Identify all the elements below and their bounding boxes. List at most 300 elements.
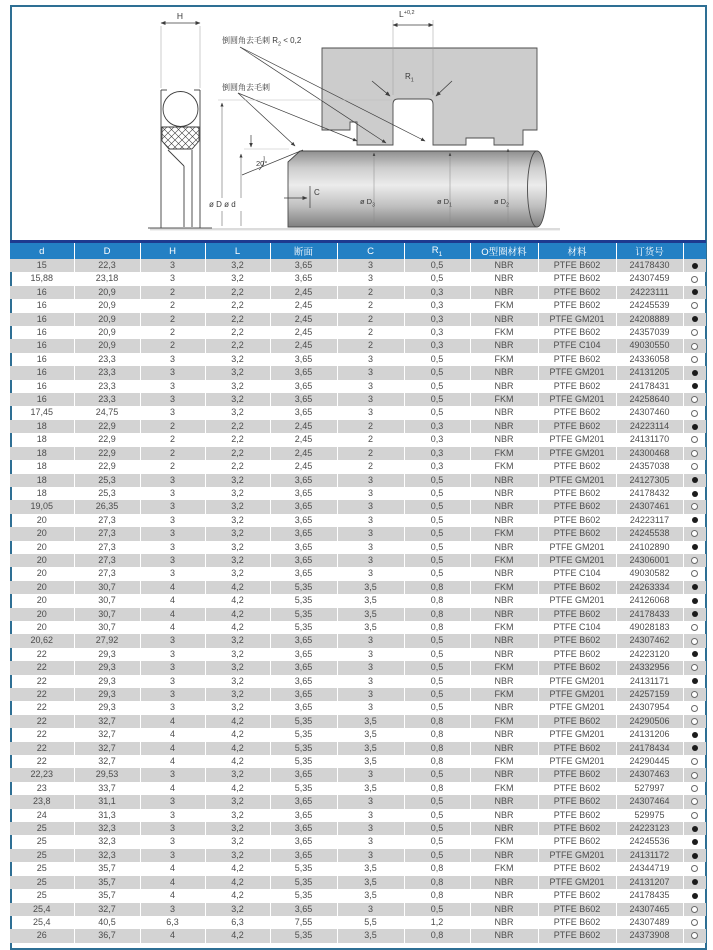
note-deburr-text: 倒圆角去毛刺 bbox=[222, 83, 270, 92]
table-cell: 3 bbox=[140, 835, 205, 848]
table-cell: 0,5 bbox=[404, 406, 470, 419]
table-cell: 3 bbox=[337, 688, 404, 701]
table-cell: 3 bbox=[337, 849, 404, 862]
table-cell: 24258640 bbox=[616, 393, 683, 406]
table-cell: 20 bbox=[10, 594, 74, 607]
table-cell: 3,2 bbox=[205, 675, 270, 688]
availability-dot-open bbox=[691, 503, 698, 510]
table-cell: PTFE B602 bbox=[538, 795, 616, 808]
table-cell: 2 bbox=[337, 447, 404, 460]
table-cell: 24131207 bbox=[616, 876, 683, 889]
table-cell: PTFE GM201 bbox=[538, 594, 616, 607]
table-cell: 24300468 bbox=[616, 447, 683, 460]
table-cell: 22,3 bbox=[74, 259, 140, 272]
table-cell: 2,2 bbox=[205, 286, 270, 299]
size-row bbox=[10, 500, 706, 513]
table-cell: 2,45 bbox=[270, 286, 337, 299]
table-cell: 22 bbox=[10, 742, 74, 755]
availability-cell bbox=[683, 648, 706, 661]
table-cell: 3,65 bbox=[270, 701, 337, 714]
table-cell: 32,3 bbox=[74, 849, 140, 862]
size-row bbox=[10, 406, 706, 419]
table-cell: PTFE B602 bbox=[538, 916, 616, 929]
table-cell: 22 bbox=[10, 701, 74, 714]
size-row bbox=[10, 822, 706, 835]
size-row bbox=[10, 581, 706, 594]
table-cell: 3 bbox=[140, 500, 205, 513]
table-cell: 2,45 bbox=[270, 313, 337, 326]
availability-dot-open bbox=[691, 329, 698, 336]
table-cell: 3 bbox=[140, 272, 205, 285]
table-cell: 3,2 bbox=[205, 353, 270, 366]
table-cell: 3 bbox=[337, 634, 404, 647]
availability-dot-filled bbox=[692, 598, 698, 604]
table-cell: 20 bbox=[10, 527, 74, 540]
angle-label: 20° bbox=[256, 159, 268, 168]
table-cell: 0,3 bbox=[404, 286, 470, 299]
table-cell: 2 bbox=[337, 326, 404, 339]
availability-cell bbox=[683, 688, 706, 701]
table-cell: 4,2 bbox=[205, 782, 270, 795]
table-cell: NBR bbox=[470, 259, 538, 272]
table-cell: 3,65 bbox=[270, 406, 337, 419]
table-cell: 0,5 bbox=[404, 795, 470, 808]
note-r2-text: 倒圆角去毛刺 $R_2 < 0,2$ bbox=[222, 36, 302, 48]
availability-dot-filled bbox=[692, 826, 698, 832]
table-cell: NBR bbox=[470, 313, 538, 326]
table-cell: 2 bbox=[140, 447, 205, 460]
availability-dot-open bbox=[691, 865, 698, 872]
table-cell: 24131206 bbox=[616, 728, 683, 741]
size-row bbox=[10, 835, 706, 848]
table-cell: 20,9 bbox=[74, 326, 140, 339]
table-cell: 2,2 bbox=[205, 339, 270, 352]
table-cell: 3,5 bbox=[337, 608, 404, 621]
table-cell: 0,5 bbox=[404, 380, 470, 393]
table-cell: 3,65 bbox=[270, 688, 337, 701]
table-cell: PTFE GM201 bbox=[538, 849, 616, 862]
table-cell: 22,23 bbox=[10, 768, 74, 781]
table-cell: 2,45 bbox=[270, 299, 337, 312]
table-cell: 3,5 bbox=[337, 621, 404, 634]
table-cell: 4 bbox=[140, 742, 205, 755]
table-cell: 24102890 bbox=[616, 541, 683, 554]
table-cell: 5,35 bbox=[270, 862, 337, 875]
availability-dot-open bbox=[691, 718, 698, 725]
availability-cell bbox=[683, 822, 706, 835]
size-row bbox=[10, 299, 706, 312]
ptfe-seal-section bbox=[162, 127, 199, 149]
table-cell: PTFE GM201 bbox=[538, 313, 616, 326]
table-cell: 3,2 bbox=[205, 648, 270, 661]
table-cell: PTFE GM201 bbox=[538, 876, 616, 889]
table-cell: 20 bbox=[10, 567, 74, 580]
table-cell: FKM bbox=[470, 447, 538, 460]
table-cell: 3 bbox=[337, 500, 404, 513]
table-cell: 3,65 bbox=[270, 903, 337, 916]
availability-cell bbox=[683, 835, 706, 848]
availability-cell bbox=[683, 594, 706, 607]
table-cell: 3,65 bbox=[270, 849, 337, 862]
availability-dot-open bbox=[691, 772, 698, 779]
size-row bbox=[10, 809, 706, 822]
table-cell: 24178433 bbox=[616, 608, 683, 621]
table-cell: 0,5 bbox=[404, 272, 470, 285]
table-cell: 4 bbox=[140, 728, 205, 741]
size-row bbox=[10, 648, 706, 661]
table-cell: 2 bbox=[337, 286, 404, 299]
table-cell: FKM bbox=[470, 393, 538, 406]
table-cell: 3 bbox=[140, 701, 205, 714]
table-cell: FKM bbox=[470, 326, 538, 339]
table-cell: 24263334 bbox=[616, 581, 683, 594]
table-cell: 35,7 bbox=[74, 876, 140, 889]
size-row bbox=[10, 420, 706, 433]
size-row bbox=[10, 326, 706, 339]
table-cell: 3,5 bbox=[337, 594, 404, 607]
table-cell: 3,2 bbox=[205, 634, 270, 647]
availability-dot-open bbox=[691, 557, 698, 564]
size-row bbox=[10, 929, 706, 942]
table-cell: 27,3 bbox=[74, 527, 140, 540]
table-cell: 4,2 bbox=[205, 715, 270, 728]
availability-dot-filled bbox=[692, 491, 698, 497]
column-header-order-no: 订货号 bbox=[616, 242, 683, 260]
table-cell: NBR bbox=[470, 916, 538, 929]
table-cell: 2,45 bbox=[270, 460, 337, 473]
table-cell: PTFE B602 bbox=[538, 380, 616, 393]
table-cell: 33,7 bbox=[74, 782, 140, 795]
table-cell: 3,5 bbox=[337, 715, 404, 728]
table-cell: 2 bbox=[337, 299, 404, 312]
table-cell: 22 bbox=[10, 688, 74, 701]
table-cell: 3,65 bbox=[270, 634, 337, 647]
table-cell: 20 bbox=[10, 621, 74, 634]
table-cell: PTFE GM201 bbox=[538, 433, 616, 446]
table-cell: 3 bbox=[337, 527, 404, 540]
availability-cell bbox=[683, 541, 706, 554]
availability-cell bbox=[683, 433, 706, 446]
table-cell: 3 bbox=[337, 822, 404, 835]
table-cell: 4 bbox=[140, 581, 205, 594]
availability-cell bbox=[683, 755, 706, 768]
table-cell: 24223117 bbox=[616, 514, 683, 527]
availability-cell bbox=[683, 272, 706, 285]
table-cell: 3,2 bbox=[205, 259, 270, 272]
table-cell: PTFE B602 bbox=[538, 527, 616, 540]
availability-dot-filled bbox=[692, 289, 698, 295]
size-row bbox=[10, 460, 706, 473]
table-cell: 23 bbox=[10, 782, 74, 795]
table-cell: NBR bbox=[470, 809, 538, 822]
table-cell: 32,7 bbox=[74, 742, 140, 755]
table-cell: 24307460 bbox=[616, 406, 683, 419]
table-cell: 4,2 bbox=[205, 929, 270, 942]
table-cell: 3,2 bbox=[205, 661, 270, 674]
table-cell: 3 bbox=[337, 835, 404, 848]
table-cell: 24307465 bbox=[616, 903, 683, 916]
dimension-H bbox=[161, 11, 200, 88]
table-cell: 3 bbox=[337, 903, 404, 916]
availability-cell bbox=[683, 393, 706, 406]
table-cell: 3 bbox=[337, 554, 404, 567]
table-cell: 3,2 bbox=[205, 366, 270, 379]
table-cell: 19,05 bbox=[10, 500, 74, 513]
size-row bbox=[10, 916, 706, 929]
table-cell: 3 bbox=[337, 366, 404, 379]
table-cell: 22 bbox=[10, 675, 74, 688]
table-cell: PTFE B602 bbox=[538, 420, 616, 433]
table-cell: 29,3 bbox=[74, 648, 140, 661]
table-cell: 0,5 bbox=[404, 567, 470, 580]
table-cell: 3,2 bbox=[205, 500, 270, 513]
table-cell: 3 bbox=[337, 648, 404, 661]
table-cell: 4,2 bbox=[205, 594, 270, 607]
size-row bbox=[10, 554, 706, 567]
table-cell: 3 bbox=[140, 366, 205, 379]
table-cell: 4,2 bbox=[205, 876, 270, 889]
table-cell: 26 bbox=[10, 929, 74, 942]
column-header-section: 断面 bbox=[270, 242, 337, 260]
table-cell: 4,2 bbox=[205, 728, 270, 741]
table-cell: PTFE B602 bbox=[538, 862, 616, 875]
table-cell: NBR bbox=[470, 876, 538, 889]
size-row bbox=[10, 380, 706, 393]
table-cell: FKM bbox=[470, 715, 538, 728]
table-cell: 17,45 bbox=[10, 406, 74, 419]
table-cell: NBR bbox=[470, 742, 538, 755]
table-cell: 24307464 bbox=[616, 795, 683, 808]
column-header-R1: $R_1$ bbox=[404, 242, 470, 260]
table-cell: 3,2 bbox=[205, 795, 270, 808]
table-cell: 3,65 bbox=[270, 393, 337, 406]
table-cell: 25 bbox=[10, 862, 74, 875]
availability-cell bbox=[683, 366, 706, 379]
table-cell: 22 bbox=[10, 661, 74, 674]
size-row bbox=[10, 272, 706, 285]
table-cell: 0,5 bbox=[404, 514, 470, 527]
seal-installation-diagram bbox=[0, 0, 713, 240]
size-row bbox=[10, 514, 706, 527]
table-cell: FKM bbox=[470, 621, 538, 634]
availability-cell bbox=[683, 929, 706, 942]
table-cell: 3,2 bbox=[205, 272, 270, 285]
table-cell: 22,9 bbox=[74, 460, 140, 473]
table-cell: 3 bbox=[140, 380, 205, 393]
table-cell: 18 bbox=[10, 420, 74, 433]
availability-dot-filled bbox=[692, 477, 698, 483]
availability-cell bbox=[683, 621, 706, 634]
table-cell: 2,45 bbox=[270, 433, 337, 446]
table-cell: PTFE B602 bbox=[538, 286, 616, 299]
table-cell: 24332956 bbox=[616, 661, 683, 674]
availability-dot-filled bbox=[692, 839, 698, 845]
table-cell: 2 bbox=[337, 313, 404, 326]
table-cell: 3 bbox=[140, 259, 205, 272]
table-cell: 22 bbox=[10, 728, 74, 741]
table-cell: 16 bbox=[10, 353, 74, 366]
availability-dot-open bbox=[691, 691, 698, 698]
table-cell: 26,35 bbox=[74, 500, 140, 513]
table-cell: 3 bbox=[140, 661, 205, 674]
table-cell: 24344719 bbox=[616, 862, 683, 875]
table-cell: 0,5 bbox=[404, 688, 470, 701]
availability-dot-filled bbox=[692, 745, 698, 751]
table-cell: 3,65 bbox=[270, 514, 337, 527]
table-cell: PTFE B602 bbox=[538, 782, 616, 795]
table-cell: PTFE B602 bbox=[538, 514, 616, 527]
table-cell: 3 bbox=[337, 353, 404, 366]
size-row bbox=[10, 634, 706, 647]
table-cell: 3,65 bbox=[270, 554, 337, 567]
table-cell: 4 bbox=[140, 782, 205, 795]
table-cell: 25,3 bbox=[74, 474, 140, 487]
table-cell: 3,2 bbox=[205, 393, 270, 406]
table-cell: 30,7 bbox=[74, 594, 140, 607]
size-row bbox=[10, 701, 706, 714]
table-cell: 2,45 bbox=[270, 326, 337, 339]
table-cell: FKM bbox=[470, 688, 538, 701]
table-cell: PTFE C104 bbox=[538, 339, 616, 352]
table-cell: NBR bbox=[470, 903, 538, 916]
table-cell: FKM bbox=[470, 835, 538, 848]
c-label: C bbox=[314, 188, 320, 197]
table-cell: 4 bbox=[140, 715, 205, 728]
column-header-L: L bbox=[205, 242, 270, 260]
table-cell: NBR bbox=[470, 420, 538, 433]
table-cell: NBR bbox=[470, 567, 538, 580]
table-cell: 20 bbox=[10, 554, 74, 567]
table-cell: 25 bbox=[10, 889, 74, 902]
table-cell: 16 bbox=[10, 339, 74, 352]
table-cell: 0,8 bbox=[404, 876, 470, 889]
table-cell: 24307489 bbox=[616, 916, 683, 929]
table-cell: 3,5 bbox=[337, 929, 404, 942]
table-cell: NBR bbox=[470, 795, 538, 808]
table-cell: 22 bbox=[10, 715, 74, 728]
table-cell: 2 bbox=[337, 420, 404, 433]
table-cell: PTFE GM201 bbox=[538, 554, 616, 567]
availability-dot-filled bbox=[692, 893, 698, 899]
table-cell: 3,2 bbox=[205, 809, 270, 822]
table-cell: 3 bbox=[140, 514, 205, 527]
table-cell: 3 bbox=[140, 567, 205, 580]
table-cell: 2 bbox=[140, 313, 205, 326]
table-cell: 16 bbox=[10, 393, 74, 406]
table-cell: 3 bbox=[140, 675, 205, 688]
availability-dot-filled bbox=[692, 651, 698, 657]
table-cell: 3,5 bbox=[337, 782, 404, 795]
table-cell: 32,7 bbox=[74, 728, 140, 741]
table-cell: 0,8 bbox=[404, 862, 470, 875]
table-cell: 24307463 bbox=[616, 768, 683, 781]
table-cell: 3,2 bbox=[205, 406, 270, 419]
availability-cell bbox=[683, 903, 706, 916]
table-cell: 29,3 bbox=[74, 675, 140, 688]
size-row bbox=[10, 433, 706, 446]
table-cell: PTFE GM201 bbox=[538, 728, 616, 741]
table-cell: NBR bbox=[470, 380, 538, 393]
table-cell: 3,65 bbox=[270, 259, 337, 272]
table-cell: 0,8 bbox=[404, 929, 470, 942]
availability-dot-open bbox=[691, 798, 698, 805]
table-cell: FKM bbox=[470, 554, 538, 567]
table-cell: 16 bbox=[10, 326, 74, 339]
availability-dot-open bbox=[691, 570, 698, 577]
table-cell: 20,9 bbox=[74, 299, 140, 312]
table-cell: 2 bbox=[337, 460, 404, 473]
table-cell: 25,4 bbox=[10, 903, 74, 916]
table-cell: PTFE GM201 bbox=[538, 447, 616, 460]
table-cell: PTFE B602 bbox=[538, 272, 616, 285]
table-cell: 3 bbox=[337, 487, 404, 500]
table-cell: 23,3 bbox=[74, 353, 140, 366]
r1-label: $R_1$ bbox=[405, 72, 414, 84]
table-cell: 1,2 bbox=[404, 916, 470, 929]
availability-cell bbox=[683, 675, 706, 688]
table-cell: 0,5 bbox=[404, 768, 470, 781]
availability-dot-open bbox=[691, 410, 698, 417]
table-cell: 3,65 bbox=[270, 500, 337, 513]
table-cell: 23,3 bbox=[74, 380, 140, 393]
table-cell: 16 bbox=[10, 313, 74, 326]
table-cell: FKM bbox=[470, 862, 538, 875]
availability-cell bbox=[683, 380, 706, 393]
table-cell: PTFE GM201 bbox=[538, 688, 616, 701]
table-cell: 4 bbox=[140, 876, 205, 889]
table-cell: NBR bbox=[470, 675, 538, 688]
table-cell: 0,8 bbox=[404, 608, 470, 621]
size-row bbox=[10, 353, 706, 366]
table-cell: PTFE GM201 bbox=[538, 675, 616, 688]
availability-cell bbox=[683, 567, 706, 580]
table-cell: PTFE B602 bbox=[538, 608, 616, 621]
availability-dot-filled bbox=[692, 383, 698, 389]
size-row bbox=[10, 728, 706, 741]
table-cell: PTFE GM201 bbox=[538, 755, 616, 768]
availability-cell bbox=[683, 715, 706, 728]
rod-label-2: ø $D_1$ bbox=[437, 197, 452, 209]
table-cell: 2,2 bbox=[205, 299, 270, 312]
table-cell: 24127305 bbox=[616, 474, 683, 487]
table-cell: 2,45 bbox=[270, 420, 337, 433]
availability-dot-open bbox=[691, 664, 698, 671]
table-cell: PTFE GM201 bbox=[538, 366, 616, 379]
table-cell: 3,65 bbox=[270, 835, 337, 848]
table-cell: 0,8 bbox=[404, 581, 470, 594]
table-cell: 0,8 bbox=[404, 742, 470, 755]
table-cell: 2 bbox=[140, 420, 205, 433]
table-cell: 3 bbox=[140, 849, 205, 862]
availability-cell bbox=[683, 608, 706, 621]
table-cell: 3,2 bbox=[205, 822, 270, 835]
table-cell: 20,9 bbox=[74, 313, 140, 326]
table-cell: 24290506 bbox=[616, 715, 683, 728]
availability-dot-open bbox=[691, 396, 698, 403]
table-cell: 0,3 bbox=[404, 433, 470, 446]
table-cell: 6,3 bbox=[205, 916, 270, 929]
table-cell: PTFE B602 bbox=[538, 634, 616, 647]
column-header-availability bbox=[683, 242, 706, 260]
table-cell: 0,5 bbox=[404, 393, 470, 406]
table-cell: NBR bbox=[470, 849, 538, 862]
table-cell: 24131171 bbox=[616, 675, 683, 688]
table-cell: 22,9 bbox=[74, 420, 140, 433]
table-cell: PTFE B602 bbox=[538, 500, 616, 513]
housing-shape bbox=[322, 48, 537, 145]
size-row bbox=[10, 527, 706, 540]
availability-dot-open bbox=[691, 624, 698, 631]
